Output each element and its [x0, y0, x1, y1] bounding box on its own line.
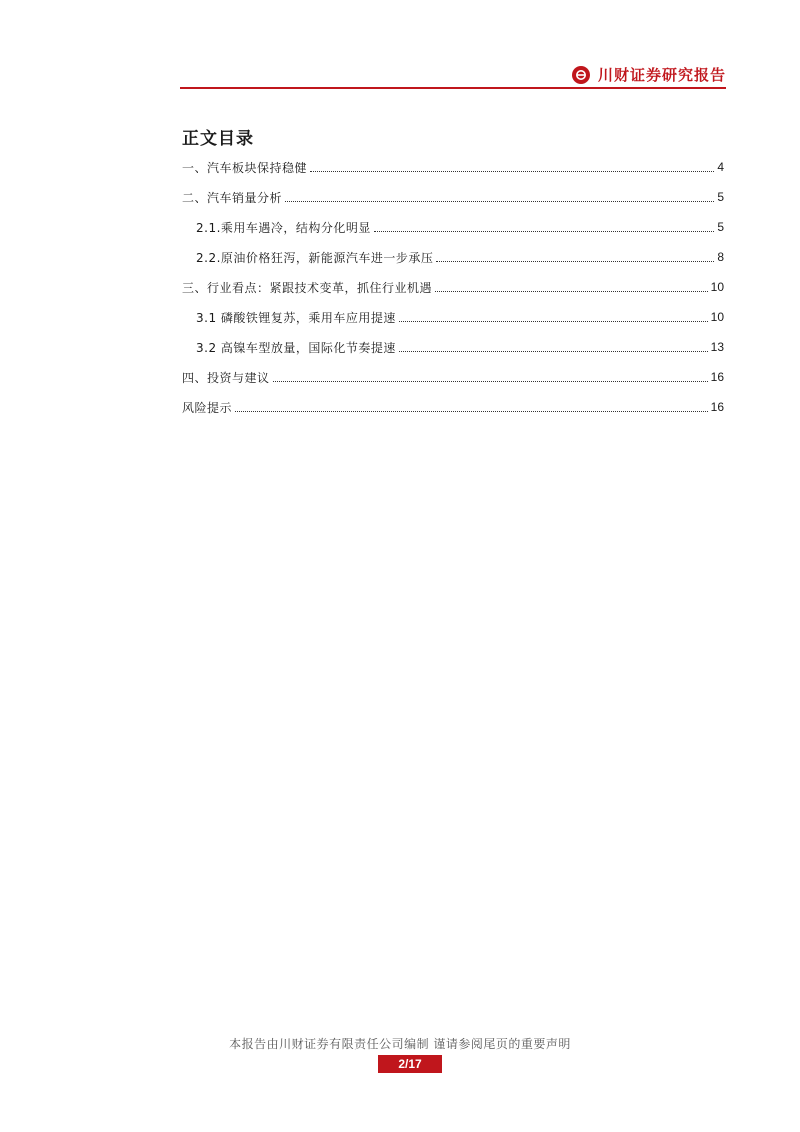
- toc-entry[interactable]: [182, 242, 724, 272]
- toc-entry-title: 二、汽车销量分析: [182, 190, 283, 205]
- dot-leader: [399, 350, 708, 352]
- page-number-badge: 2/17: [378, 1055, 442, 1073]
- toc-entry-title: 3.2 高镍车型放量，国际化节奏提速: [196, 340, 396, 355]
- toc-entry[interactable]: [182, 332, 724, 362]
- toc-title: 正文目录: [182, 129, 254, 149]
- brand-name: 川财证券研究报告: [597, 66, 726, 84]
- toc-entry-page: 10: [710, 280, 724, 294]
- toc-entry-title: 风险提示: [182, 400, 233, 415]
- toc-entry-title: 2.2.原油价格狂泻，新能源汽车进一步承压: [196, 250, 434, 265]
- header-rule: [180, 87, 726, 89]
- toc-entry-page: 5: [717, 190, 724, 204]
- dot-leader: [374, 230, 714, 232]
- toc-entry[interactable]: [182, 212, 724, 242]
- brand: [572, 64, 726, 85]
- toc-entry-page: 13: [710, 340, 724, 354]
- toc-entry-page: 16: [710, 370, 724, 384]
- dot-leader: [273, 380, 708, 382]
- toc-entry-page: 5: [717, 220, 724, 234]
- toc-entry[interactable]: [182, 182, 724, 212]
- toc-entry-title: 3.1 磷酸铁锂复苏，乘用车应用提速: [196, 310, 396, 325]
- toc-entry-title: 三、行业看点：紧跟技术变革，抓住行业机遇: [182, 280, 433, 295]
- toc-entry-page: 10: [710, 310, 724, 324]
- page-header: [180, 62, 726, 90]
- swirl-logo-icon: [572, 66, 590, 84]
- toc-entry[interactable]: [182, 152, 724, 182]
- toc-entry-title: 2.1.乘用车遇冷，结构分化明显: [196, 220, 371, 235]
- toc-entry[interactable]: [182, 392, 724, 422]
- toc-entry[interactable]: [182, 272, 724, 302]
- toc-entry[interactable]: [182, 362, 724, 392]
- dot-leader: [285, 200, 714, 202]
- dot-leader: [310, 170, 714, 172]
- toc-entry-page: 4: [717, 160, 724, 174]
- dot-leader: [436, 260, 714, 262]
- footer-disclaimer: 本报告由川财证券有限责任公司编制 谨请参阅尾页的重要声明: [229, 1037, 571, 1051]
- dot-leader: [235, 410, 708, 412]
- toc-entry-title: 一、汽车板块保持稳健: [182, 160, 308, 175]
- toc-entry-page: 16: [710, 400, 724, 414]
- table-of-contents: [182, 152, 724, 422]
- toc-entry[interactable]: [182, 302, 724, 332]
- dot-leader: [399, 320, 708, 322]
- toc-entry-title: 四、投资与建议: [182, 370, 270, 385]
- dot-leader: [435, 290, 708, 292]
- toc-entry-page: 8: [717, 250, 724, 264]
